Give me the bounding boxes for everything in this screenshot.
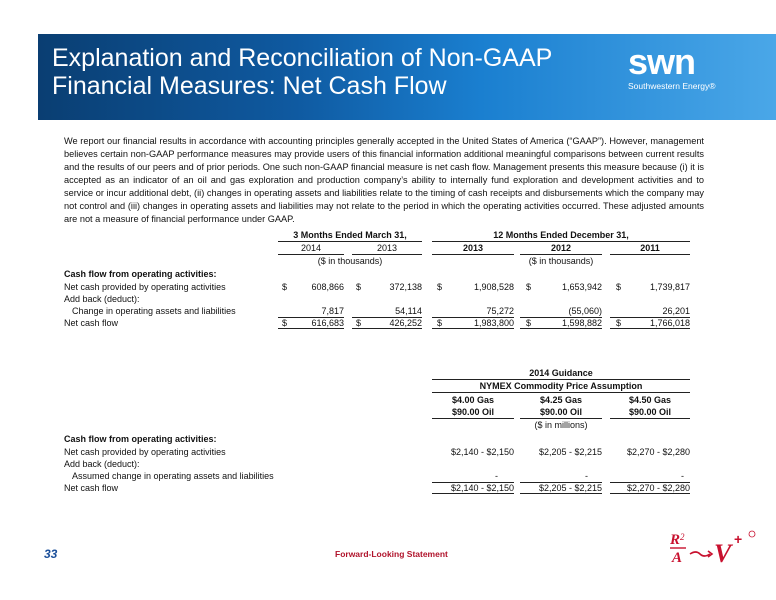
value-cell: 616,683 (311, 318, 344, 328)
value-cell: 1,908,528 (473, 282, 514, 292)
section-heading: Cash flow from operating activities: (64, 269, 217, 279)
value-cell: 26,201 (662, 306, 690, 316)
guidance-subtitle: NYMEX Commodity Price Assumption (432, 380, 690, 393)
row-label: Add back (deduct): (64, 459, 140, 469)
unit-label: ($ in thousands) (528, 256, 594, 266)
logo-subtitle: Southwestern Energy® (628, 81, 716, 91)
group-header-3-months: 3 Months Ended March 31, (278, 229, 422, 242)
value-cell: $2,140 - $2,150 (450, 483, 514, 493)
svg-text:V: V (714, 539, 732, 568)
year-header: 2014 (278, 242, 344, 255)
value-cell: $2,270 - $2,280 (626, 447, 690, 457)
gas-price-header: $4.25 Gas (539, 395, 583, 405)
svg-text:A: A (672, 550, 683, 566)
unit-label: ($ in millions) (534, 420, 588, 430)
row-label: Net cash provided by operating activities (64, 282, 226, 292)
year-header: 2012 (520, 242, 602, 255)
currency-symbol: $ (526, 318, 532, 328)
year-header: 2013 (352, 242, 422, 255)
value-cell: 608,866 (311, 282, 344, 292)
year-header: 2011 (610, 242, 690, 255)
value-cell: 1,598,882 (561, 318, 602, 328)
row-label: Add back (deduct): (64, 294, 140, 304)
row-label: Net cash flow (64, 483, 119, 493)
currency-symbol: $ (616, 282, 622, 292)
value-cell: 1,766,018 (649, 318, 690, 328)
row-label: Change in operating assets and liabilities (72, 306, 236, 316)
value-cell: 1,983,800 (473, 318, 514, 328)
row-label: Net cash flow (64, 318, 119, 328)
rav-logo-icon (668, 528, 760, 568)
value-cell: $2,205 - $2,215 (538, 483, 602, 493)
currency-symbol: $ (282, 318, 288, 328)
value-cell: 75,272 (486, 306, 514, 316)
currency-symbol: $ (356, 282, 362, 292)
value-cell: - (681, 471, 684, 481)
value-cell: 1,653,942 (561, 282, 602, 292)
section-heading: Cash flow from operating activities: (64, 434, 217, 444)
currency-symbol: $ (282, 282, 288, 292)
oil-price-header: $90.00 Oil (610, 406, 690, 419)
value-cell: $2,205 - $2,215 (538, 447, 602, 457)
currency-symbol: $ (437, 318, 443, 328)
page-title-line1: Explanation and Reconciliation of Non-GAAP (52, 44, 553, 72)
forward-looking-link[interactable]: Forward-Looking Statement (335, 549, 448, 559)
oil-price-header: $90.00 Oil (520, 406, 602, 419)
gas-price-header: $4.00 Gas (451, 395, 495, 405)
svg-text:2: 2 (680, 532, 685, 542)
value-cell: 372,138 (389, 282, 422, 292)
value-cell: - (495, 471, 498, 481)
value-cell: - (585, 471, 588, 481)
value-cell: (55,060) (568, 306, 602, 316)
svg-text:+: + (734, 531, 743, 547)
value-cell: 54,114 (395, 306, 422, 316)
logo-mark: swn (628, 41, 696, 82)
intro-paragraph: We report our financial results in accordance with accounting principles generally accepted in the United States of America (“GAAP”). However, management believes certain non-GAAP performance measures may provide users of this financial information additional meaningful comparisons between current results and the results of our peers and of prior periods. One such non-GAAP financial measure is net cash flow. Management presents this measure because (i) it is accepted as an indicator of an oil and gas exploration and production company’s ability to internally fund exploration and development activities and to service or incur additional debt, (ii) changes in operating assets and liabilities relate to the timing of cash receipts and disbursements which the company may not control and (iii) changes in operating assets and liabilities may not relate to the period in which the operating activities occurred. These adjusted amounts are not a measure of financial performance under GAAP. (64, 136, 704, 224)
page-number: 33 (44, 547, 58, 561)
value-cell: 7,817 (321, 306, 344, 316)
value-cell: 426,252 (389, 318, 422, 328)
currency-symbol: $ (526, 282, 532, 292)
currency-symbol: $ (356, 318, 362, 328)
value-cell: $2,140 - $2,150 (450, 447, 514, 457)
currency-symbol: $ (616, 318, 622, 328)
year-header: 2013 (432, 242, 514, 255)
guidance-title: 2014 Guidance (432, 367, 690, 380)
unit-label: ($ in thousands) (317, 256, 383, 266)
value-cell: $2,270 - $2,280 (626, 483, 690, 493)
currency-symbol: $ (437, 282, 443, 292)
page-title-line2: Financial Measures: Net Cash Flow (52, 72, 447, 100)
value-cell: 1,739,817 (649, 282, 690, 292)
row-label: Assumed change in operating assets and liabilities (72, 471, 274, 481)
row-label: Net cash provided by operating activities (64, 447, 226, 457)
group-header-12-months: 12 Months Ended December 31, (432, 229, 690, 242)
oil-price-header: $90.00 Oil (432, 406, 514, 419)
gas-price-header: $4.50 Gas (628, 395, 672, 405)
svg-text:R: R (670, 532, 681, 548)
